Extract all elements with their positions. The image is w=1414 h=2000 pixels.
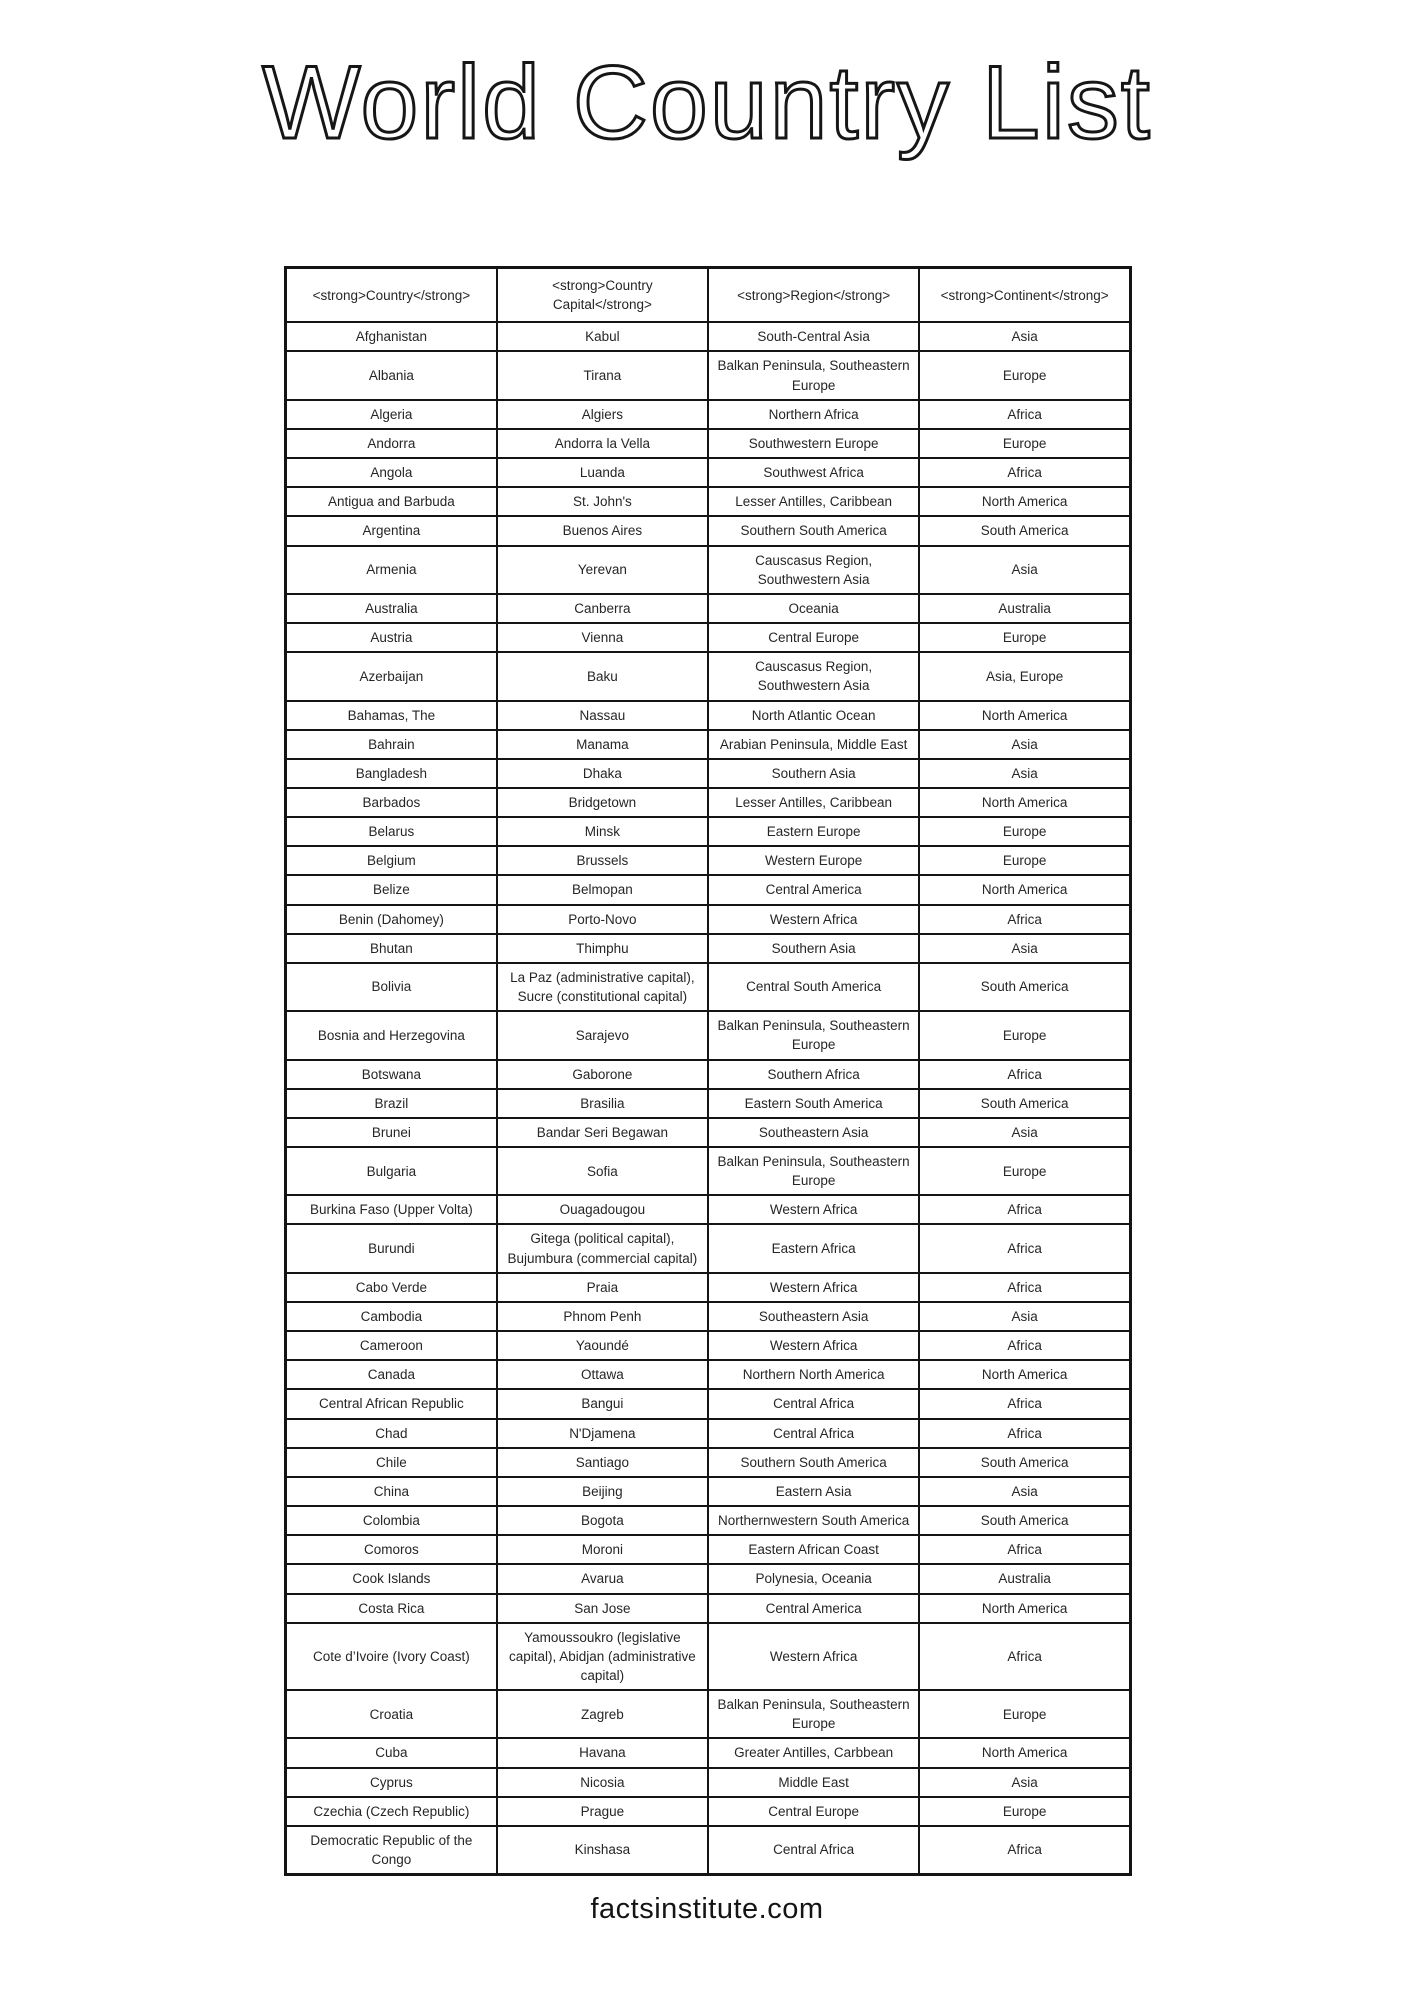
table-cell: Kabul — [497, 322, 708, 351]
country-table-container — [284, 266, 1132, 1876]
table-cell: North America — [919, 875, 1130, 904]
country-table-body — [286, 322, 1131, 1874]
table-cell: Praia — [497, 1273, 708, 1302]
table-cell: Australia — [286, 594, 497, 623]
table-cell: Comoros — [286, 1535, 497, 1564]
table-cell: Belgium — [286, 846, 497, 875]
table-row — [286, 400, 1131, 429]
table-row — [286, 1302, 1131, 1331]
table-cell: Lesser Antilles, Caribbean — [708, 487, 919, 516]
table-cell: South America — [919, 1448, 1130, 1477]
table-cell: Causcasus Region, Southwestern Asia — [708, 546, 919, 594]
table-cell: Asia — [919, 1118, 1130, 1147]
table-cell: Belize — [286, 875, 497, 904]
table-row — [286, 1535, 1131, 1564]
table-cell: Eastern African Coast — [708, 1535, 919, 1564]
table-row — [286, 1564, 1131, 1593]
table-cell: Africa — [919, 1419, 1130, 1448]
table-cell: St. John's — [497, 487, 708, 516]
table-row — [286, 788, 1131, 817]
table-cell: Southeastern Asia — [708, 1302, 919, 1331]
table-cell: Benin (Dahomey) — [286, 905, 497, 934]
table-cell: N'Djamena — [497, 1419, 708, 1448]
table-cell: Antigua and Barbuda — [286, 487, 497, 516]
table-cell: Beijing — [497, 1477, 708, 1506]
table-row — [286, 652, 1131, 700]
table-cell: Cambodia — [286, 1302, 497, 1331]
table-cell: Southeastern Asia — [708, 1118, 919, 1147]
table-cell: South America — [919, 1506, 1130, 1535]
column-header-region: <strong>Region</strong> — [708, 268, 919, 323]
table-cell: Austria — [286, 623, 497, 652]
table-cell: Ouagadougou — [497, 1195, 708, 1224]
table-row — [286, 1797, 1131, 1826]
table-cell: Avarua — [497, 1564, 708, 1593]
table-cell: Balkan Peninsula, Southeastern Europe — [708, 1690, 919, 1738]
table-cell: Central African Republic — [286, 1389, 497, 1418]
table-cell: Minsk — [497, 817, 708, 846]
table-cell: Australia — [919, 1564, 1130, 1593]
table-row — [286, 1089, 1131, 1118]
table-cell: Central America — [708, 1594, 919, 1623]
table-cell: Polynesia, Oceania — [708, 1564, 919, 1593]
table-row — [286, 1273, 1131, 1302]
table-cell: Arabian Peninsula, Middle East — [708, 730, 919, 759]
table-cell: Southern South America — [708, 516, 919, 545]
table-row — [286, 846, 1131, 875]
table-row — [286, 1419, 1131, 1448]
table-row — [286, 1147, 1131, 1195]
table-row — [286, 759, 1131, 788]
table-cell: Cyprus — [286, 1768, 497, 1797]
table-cell: Africa — [919, 1389, 1130, 1418]
table-cell: Dhaka — [497, 759, 708, 788]
table-cell: Northern Africa — [708, 400, 919, 429]
table-cell: Southern Asia — [708, 934, 919, 963]
table-cell: Balkan Peninsula, Southeastern Europe — [708, 1011, 919, 1059]
table-cell: Central Africa — [708, 1826, 919, 1875]
table-row — [286, 1118, 1131, 1147]
table-cell: Balkan Peninsula, Southeastern Europe — [708, 1147, 919, 1195]
table-cell: Botswana — [286, 1060, 497, 1089]
table-cell: Bolivia — [286, 963, 497, 1011]
table-cell: Southern South America — [708, 1448, 919, 1477]
table-cell: La Paz (administrative capital), Sucre (constitutional capital) — [497, 963, 708, 1011]
table-cell: Tirana — [497, 351, 708, 399]
table-row — [286, 1331, 1131, 1360]
table-cell: Europe — [919, 429, 1130, 458]
table-cell: Argentina — [286, 516, 497, 545]
table-row — [286, 1360, 1131, 1389]
table-cell: Asia — [919, 1768, 1130, 1797]
table-row — [286, 516, 1131, 545]
column-header-continent: <strong>Continent</strong> — [919, 268, 1130, 323]
table-cell: Kinshasa — [497, 1826, 708, 1875]
table-cell: Western Africa — [708, 1195, 919, 1224]
table-cell: Europe — [919, 351, 1130, 399]
table-cell: Western Africa — [708, 1623, 919, 1690]
table-cell: Bahrain — [286, 730, 497, 759]
table-cell: Croatia — [286, 1690, 497, 1738]
table-cell: China — [286, 1477, 497, 1506]
table-cell: Santiago — [497, 1448, 708, 1477]
table-row — [286, 934, 1131, 963]
table-cell: Zagreb — [497, 1690, 708, 1738]
table-cell: Bangui — [497, 1389, 708, 1418]
table-cell: Asia — [919, 1477, 1130, 1506]
table-cell: Costa Rica — [286, 1594, 497, 1623]
table-cell: Lesser Antilles, Caribbean — [708, 788, 919, 817]
table-cell: Southwest Africa — [708, 458, 919, 487]
table-cell: North America — [919, 788, 1130, 817]
table-cell: Sofia — [497, 1147, 708, 1195]
table-cell: Middle East — [708, 1768, 919, 1797]
site-footer — [0, 1893, 1414, 1926]
page-title-text: World Country List — [262, 45, 1152, 161]
table-cell: Europe — [919, 817, 1130, 846]
table-cell: Andorra — [286, 429, 497, 458]
table-cell: Algiers — [497, 400, 708, 429]
table-cell: Prague — [497, 1797, 708, 1826]
column-header-capital: <strong>Country Capital</strong> — [497, 268, 708, 323]
table-cell: Europe — [919, 1797, 1130, 1826]
table-cell: South-Central Asia — [708, 322, 919, 351]
table-cell: Africa — [919, 1195, 1130, 1224]
table-cell: Central Europe — [708, 1797, 919, 1826]
table-cell: Azerbaijan — [286, 652, 497, 700]
table-row — [286, 1738, 1131, 1767]
column-header-country: <strong>Country</strong> — [286, 268, 497, 323]
table-cell: Cameroon — [286, 1331, 497, 1360]
table-cell: Brussels — [497, 846, 708, 875]
table-cell: Western Europe — [708, 846, 919, 875]
table-row — [286, 1826, 1131, 1875]
table-row — [286, 1506, 1131, 1535]
table-row — [286, 1448, 1131, 1477]
table-row — [286, 1224, 1131, 1272]
table-cell: Albania — [286, 351, 497, 399]
table-cell: Southwestern Europe — [708, 429, 919, 458]
table-cell: Brunei — [286, 1118, 497, 1147]
table-cell: Eastern South America — [708, 1089, 919, 1118]
table-cell: Bulgaria — [286, 1147, 497, 1195]
table-cell: Yamoussoukro (legislative capital), Abidjan (administrative capital) — [497, 1623, 708, 1690]
table-row — [286, 458, 1131, 487]
table-cell: Bhutan — [286, 934, 497, 963]
table-cell: Causcasus Region, Southwestern Asia — [708, 652, 919, 700]
table-row — [286, 1060, 1131, 1089]
table-cell: North Atlantic Ocean — [708, 701, 919, 730]
table-cell: Bahamas, The — [286, 701, 497, 730]
table-cell: Central Europe — [708, 623, 919, 652]
table-cell: Belmopan — [497, 875, 708, 904]
table-row — [286, 623, 1131, 652]
table-row — [286, 546, 1131, 594]
table-cell: Northern North America — [708, 1360, 919, 1389]
table-row — [286, 875, 1131, 904]
table-cell: Yerevan — [497, 546, 708, 594]
table-cell: San Jose — [497, 1594, 708, 1623]
table-cell: North America — [919, 701, 1130, 730]
table-cell: Africa — [919, 1224, 1130, 1272]
table-cell: Moroni — [497, 1535, 708, 1564]
table-cell: Asia — [919, 1302, 1130, 1331]
table-cell: Havana — [497, 1738, 708, 1767]
table-cell: Bandar Seri Begawan — [497, 1118, 708, 1147]
table-cell: Cabo Verde — [286, 1273, 497, 1302]
table-cell: Bridgetown — [497, 788, 708, 817]
table-cell: Bosnia and Herzegovina — [286, 1011, 497, 1059]
table-cell: Nassau — [497, 701, 708, 730]
country-table-head — [286, 268, 1131, 323]
table-cell: Central Africa — [708, 1419, 919, 1448]
table-cell: Thimphu — [497, 934, 708, 963]
table-cell: Asia — [919, 759, 1130, 788]
table-cell: Belarus — [286, 817, 497, 846]
table-cell: Bogota — [497, 1506, 708, 1535]
table-row — [286, 594, 1131, 623]
table-cell: Chile — [286, 1448, 497, 1477]
table-cell: North America — [919, 1594, 1130, 1623]
table-cell: Manama — [497, 730, 708, 759]
table-cell: Europe — [919, 1011, 1130, 1059]
table-cell: Sarajevo — [497, 1011, 708, 1059]
table-cell: South America — [919, 516, 1130, 545]
table-cell: Cook Islands — [286, 1564, 497, 1593]
table-row — [286, 963, 1131, 1011]
table-cell: Northernwestern South America — [708, 1506, 919, 1535]
site-url: factsinstitute.com — [590, 1893, 824, 1925]
table-cell: Canada — [286, 1360, 497, 1389]
table-cell: Central South America — [708, 963, 919, 1011]
table-cell: Democratic Republic of the Congo — [286, 1826, 497, 1875]
table-row — [286, 701, 1131, 730]
table-cell: North America — [919, 1738, 1130, 1767]
page-title — [0, 38, 1414, 168]
table-row — [286, 1011, 1131, 1059]
table-cell: Africa — [919, 400, 1130, 429]
table-cell: Western Africa — [708, 1331, 919, 1360]
table-row — [286, 1195, 1131, 1224]
table-cell: Asia — [919, 322, 1130, 351]
table-cell: Cuba — [286, 1738, 497, 1767]
table-cell: Baku — [497, 652, 708, 700]
table-row — [286, 1623, 1131, 1690]
table-cell: Vienna — [497, 623, 708, 652]
table-cell: Nicosia — [497, 1768, 708, 1797]
table-cell: Gaborone — [497, 1060, 708, 1089]
table-cell: Eastern Africa — [708, 1224, 919, 1272]
table-cell: Africa — [919, 1535, 1130, 1564]
table-row — [286, 1594, 1131, 1623]
table-cell: Europe — [919, 623, 1130, 652]
table-row — [286, 905, 1131, 934]
table-cell: Africa — [919, 1273, 1130, 1302]
table-cell: Buenos Aires — [497, 516, 708, 545]
table-cell: Brazil — [286, 1089, 497, 1118]
table-cell: Balkan Peninsula, Southeastern Europe — [708, 351, 919, 399]
table-cell: Eastern Asia — [708, 1477, 919, 1506]
table-cell: Asia — [919, 934, 1130, 963]
table-row — [286, 487, 1131, 516]
table-cell: Central America — [708, 875, 919, 904]
table-cell: Europe — [919, 1147, 1130, 1195]
table-cell: Brasilia — [497, 1089, 708, 1118]
table-cell: Chad — [286, 1419, 497, 1448]
table-cell: Central Africa — [708, 1389, 919, 1418]
table-row — [286, 322, 1131, 351]
table-cell: Phnom Penh — [497, 1302, 708, 1331]
table-cell: North America — [919, 487, 1130, 516]
table-row — [286, 1389, 1131, 1418]
table-cell: Cote d’Ivoire (Ivory Coast) — [286, 1623, 497, 1690]
table-cell: South America — [919, 963, 1130, 1011]
table-cell: Algeria — [286, 400, 497, 429]
country-table — [284, 266, 1132, 1876]
table-row — [286, 1768, 1131, 1797]
table-cell: Africa — [919, 905, 1130, 934]
table-cell: Yaoundé — [497, 1331, 708, 1360]
table-cell: Africa — [919, 1826, 1130, 1875]
table-cell: Angola — [286, 458, 497, 487]
table-row — [286, 1690, 1131, 1738]
table-cell: Czechia (Czech Republic) — [286, 1797, 497, 1826]
table-row — [286, 429, 1131, 458]
table-cell: Australia — [919, 594, 1130, 623]
table-cell: Greater Antilles, Carbbean — [708, 1738, 919, 1767]
table-cell: Western Africa — [708, 905, 919, 934]
header-row — [286, 268, 1131, 323]
table-cell: Luanda — [497, 458, 708, 487]
table-cell: Armenia — [286, 546, 497, 594]
table-cell: Barbados — [286, 788, 497, 817]
table-cell: Afghanistan — [286, 322, 497, 351]
table-cell: Colombia — [286, 1506, 497, 1535]
table-cell: Oceania — [708, 594, 919, 623]
table-cell: Asia — [919, 730, 1130, 759]
table-cell: Burkina Faso (Upper Volta) — [286, 1195, 497, 1224]
table-cell: Southern Africa — [708, 1060, 919, 1089]
table-cell: Africa — [919, 458, 1130, 487]
table-cell: Gitega (political capital), Bujumbura (commercial capital) — [497, 1224, 708, 1272]
table-cell: Ottawa — [497, 1360, 708, 1389]
table-cell: Eastern Europe — [708, 817, 919, 846]
table-cell: Asia, Europe — [919, 652, 1130, 700]
table-cell: Africa — [919, 1623, 1130, 1690]
table-cell: Southern Asia — [708, 759, 919, 788]
table-cell: Africa — [919, 1060, 1130, 1089]
table-cell: Europe — [919, 1690, 1130, 1738]
table-cell: Porto-Novo — [497, 905, 708, 934]
table-cell: Africa — [919, 1331, 1130, 1360]
table-row — [286, 730, 1131, 759]
table-row — [286, 817, 1131, 846]
table-cell: Andorra la Vella — [497, 429, 708, 458]
table-cell: Asia — [919, 546, 1130, 594]
table-row — [286, 1477, 1131, 1506]
table-cell: Europe — [919, 846, 1130, 875]
table-cell: Burundi — [286, 1224, 497, 1272]
table-cell: North America — [919, 1360, 1130, 1389]
table-row — [286, 351, 1131, 399]
table-cell: Western Africa — [708, 1273, 919, 1302]
table-cell: South America — [919, 1089, 1130, 1118]
table-cell: Bangladesh — [286, 759, 497, 788]
table-cell: Canberra — [497, 594, 708, 623]
